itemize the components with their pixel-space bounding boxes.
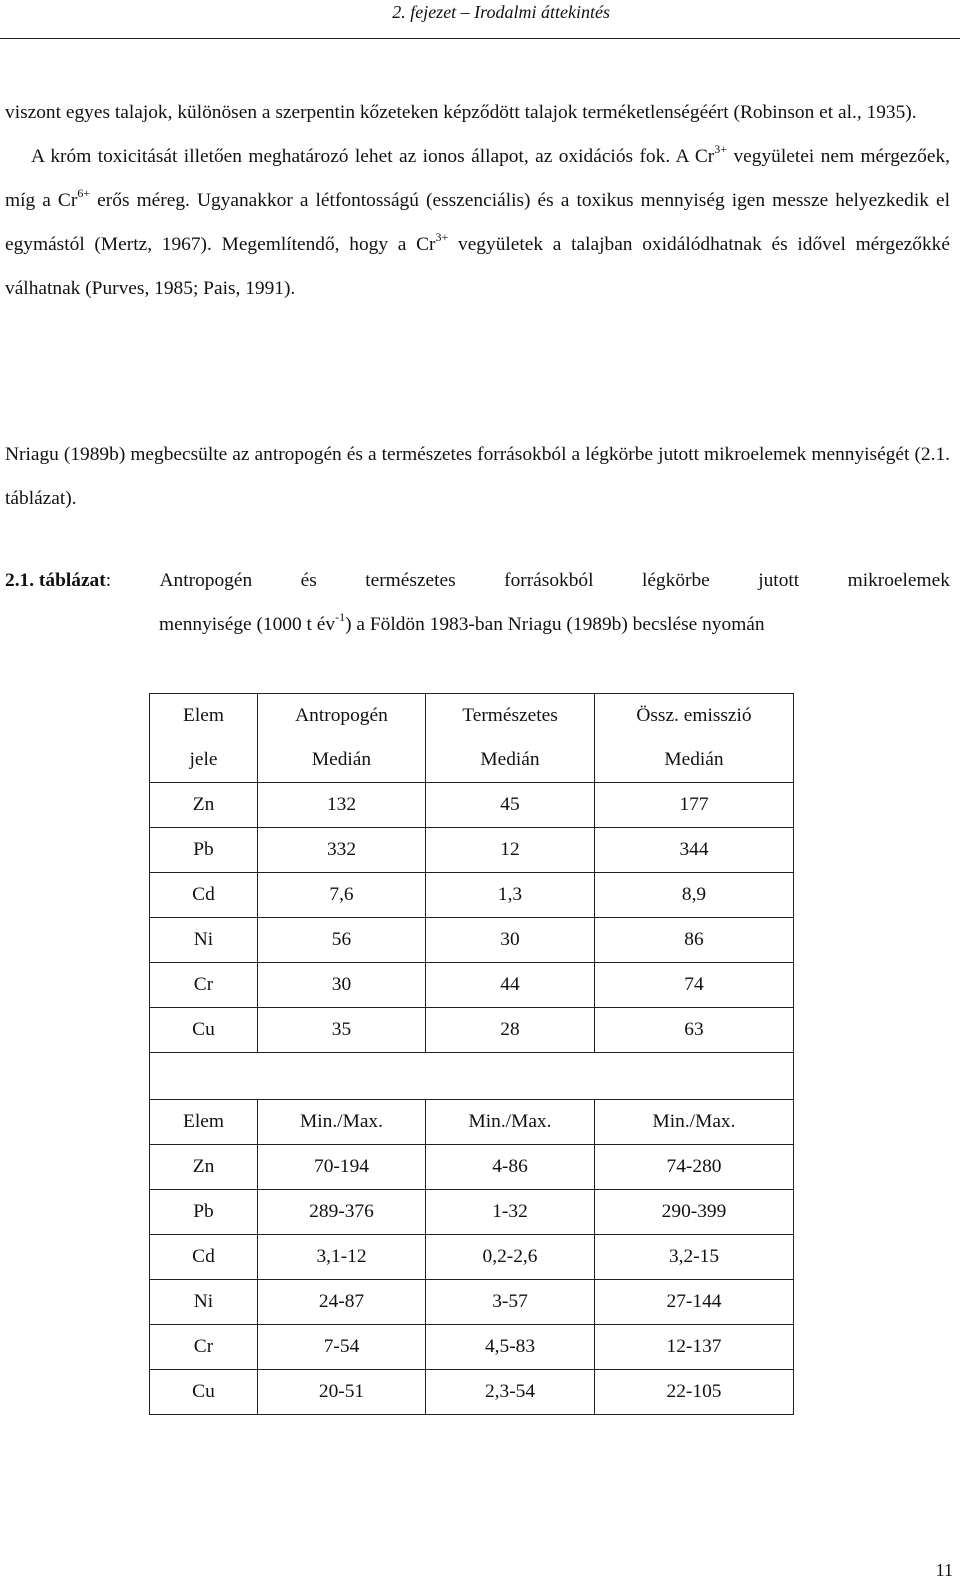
table-minmax-header-row xyxy=(150,1100,794,1145)
table-cell: 3-57 xyxy=(426,1280,595,1325)
caption-line-2 xyxy=(5,603,950,647)
table-cell: 344 xyxy=(595,828,794,873)
caption-word: légkörbe xyxy=(641,570,710,591)
caption-word: jutott xyxy=(758,570,800,591)
table-cell: 177 xyxy=(595,783,794,828)
table-cell: 290-399 xyxy=(595,1190,794,1235)
table-header-row xyxy=(150,694,794,783)
caption-word: természetes xyxy=(365,570,456,591)
text-segment: vegyületei nem mérgezőek, míg a Cr xyxy=(5,146,950,211)
table-row xyxy=(150,963,794,1008)
table-cell: Min./Max. xyxy=(258,1100,426,1145)
header-line: Medián xyxy=(480,749,540,770)
table-cell: Min./Max. xyxy=(426,1100,595,1145)
text-segment: vegyületek a talajban oxidálódhatnak és idővel mérgezőkké válhatnak (Purves, 1985; Pais, 1991). xyxy=(5,234,950,299)
table-cell: 332 xyxy=(258,828,426,873)
table-cell: 20-51 xyxy=(258,1370,426,1415)
table-cell: 0,2-2,6 xyxy=(426,1235,595,1280)
table-cell: 30 xyxy=(426,918,595,963)
caption-label-group xyxy=(5,559,111,603)
table-cell: 2,3-54 xyxy=(426,1370,595,1415)
table-cell: 24-87 xyxy=(258,1280,426,1325)
table-cell: 70-194 xyxy=(258,1145,426,1190)
table-cell: Cd xyxy=(150,873,258,918)
table-cell: Cr xyxy=(150,963,258,1008)
table-cell: 22-105 xyxy=(595,1370,794,1415)
table-cell: Zn xyxy=(150,1145,258,1190)
table-cell: 3,2-15 xyxy=(595,1235,794,1280)
page-header xyxy=(0,0,960,40)
text-segment: A króm toxicitását illetően meghatározó lehet az ionos állapot, az oxidációs fok. A Cr xyxy=(31,146,715,167)
table-spacer-cell xyxy=(150,1053,794,1100)
paragraph-chromium-toxicity xyxy=(5,135,950,311)
table-cell: 44 xyxy=(426,963,595,1008)
header-line: Természetes xyxy=(462,705,558,726)
superscript-cr3: 3+ xyxy=(714,142,728,156)
table-cell: 86 xyxy=(595,918,794,963)
caption-segment: mennyisége (1000 t év xyxy=(159,614,336,635)
header-cell-natural xyxy=(426,694,595,783)
text-segment: erős méreg. Ugyanakkor a létfontosságú (esszenciális) és a toxikus mennyiség igen messze helyezkedik el egymástól (Mertz, 1967). Megemlítendő, hogy a Cr xyxy=(5,190,951,255)
header-cell-element xyxy=(150,694,258,783)
table-cell: 56 xyxy=(258,918,426,963)
paragraph-nriagu-text: Nriagu (1989b) megbecsülte az antropogén és a természetes forrásokból a légkörbe jutott mikroelemek mennyiségét (2.1. táblázat). xyxy=(5,444,950,509)
caption-superscript: -1 xyxy=(335,610,346,624)
table-cell: 1-32 xyxy=(426,1190,595,1235)
table-cell: Cd xyxy=(150,1235,258,1280)
table-cell: 3,1-12 xyxy=(258,1235,426,1280)
header-line: Medián xyxy=(311,749,372,770)
table-row xyxy=(150,1190,794,1235)
table-cell: 8,9 xyxy=(595,873,794,918)
caption-word: Antropogén xyxy=(159,570,253,591)
caption-word: mikroelemek xyxy=(847,570,950,591)
table-row xyxy=(150,1145,794,1190)
table-row xyxy=(150,1325,794,1370)
table-cell: 4,5-83 xyxy=(426,1325,595,1370)
table-cell: Elem xyxy=(150,1100,258,1145)
table-spacer-row xyxy=(150,1053,794,1100)
table-cell: 12-137 xyxy=(595,1325,794,1370)
table-row xyxy=(150,918,794,963)
page-number: 11 xyxy=(935,1560,953,1580)
caption-word: és xyxy=(300,570,317,591)
header-rule xyxy=(0,38,960,39)
table-cell: 132 xyxy=(258,783,426,828)
table-cell: 1,3 xyxy=(426,873,595,918)
table-row xyxy=(150,783,794,828)
table-row xyxy=(150,1235,794,1280)
caption-word: forrásokból xyxy=(504,570,594,591)
table-cell: 74 xyxy=(595,963,794,1008)
header-line: Antropogén xyxy=(295,705,388,726)
table-cell: Zn xyxy=(150,783,258,828)
table-cell: 12 xyxy=(426,828,595,873)
header-line: jele xyxy=(189,749,218,770)
paragraph-chromium xyxy=(5,91,950,311)
table-cell: Pb xyxy=(150,828,258,873)
table-cell: Cu xyxy=(150,1370,258,1415)
table-caption xyxy=(5,559,950,647)
table-cell: 289-376 xyxy=(258,1190,426,1235)
caption-label: 2.1. táblázat xyxy=(5,570,106,591)
header-line: Elem xyxy=(183,705,224,726)
header-line: Medián xyxy=(664,749,724,770)
table-cell: 7,6 xyxy=(258,873,426,918)
superscript-cr6: 6+ xyxy=(77,186,91,200)
caption-segment: ) a Földön 1983-ban Nriagu (1989b) becslése nyomán xyxy=(345,614,765,635)
table-body xyxy=(150,694,794,1415)
header-cell-anthropogenic xyxy=(258,694,426,783)
caption-line-1 xyxy=(5,559,950,603)
emission-table xyxy=(149,693,794,1415)
table-cell: Ni xyxy=(150,918,258,963)
table-cell: 28 xyxy=(426,1008,595,1053)
paragraph-line-serpentine: viszont egyes talajok, különösen a szerpentin kőzeteken képződött talajok terméketlenségéért (Robinson et al., 1935). xyxy=(5,102,917,123)
table-row xyxy=(150,1008,794,1053)
superscript-cr3: 3+ xyxy=(435,230,449,244)
table-cell: 63 xyxy=(595,1008,794,1053)
table-cell: Min./Max. xyxy=(595,1100,794,1145)
table-cell: Cr xyxy=(150,1325,258,1370)
chapter-title: 2. fejezet – Irodalmi áttekintés xyxy=(392,2,610,22)
table-cell: 7-54 xyxy=(258,1325,426,1370)
table-row xyxy=(150,1370,794,1415)
paragraph-nriagu xyxy=(5,433,950,521)
table-row xyxy=(150,873,794,918)
header-cell-total xyxy=(595,694,794,783)
caption-colon: : xyxy=(105,570,112,591)
table-cell: Pb xyxy=(150,1190,258,1235)
table-cell: 30 xyxy=(258,963,426,1008)
table-row xyxy=(150,828,794,873)
table-row xyxy=(150,1280,794,1325)
table-cell: 45 xyxy=(426,783,595,828)
table-cell: Ni xyxy=(150,1280,258,1325)
table-cell: 27-144 xyxy=(595,1280,794,1325)
table-cell: 4-86 xyxy=(426,1145,595,1190)
table-cell: 74-280 xyxy=(595,1145,794,1190)
header-line: Össz. emisszió xyxy=(636,705,752,726)
table-cell: 35 xyxy=(258,1008,426,1053)
table-cell: Cu xyxy=(150,1008,258,1053)
